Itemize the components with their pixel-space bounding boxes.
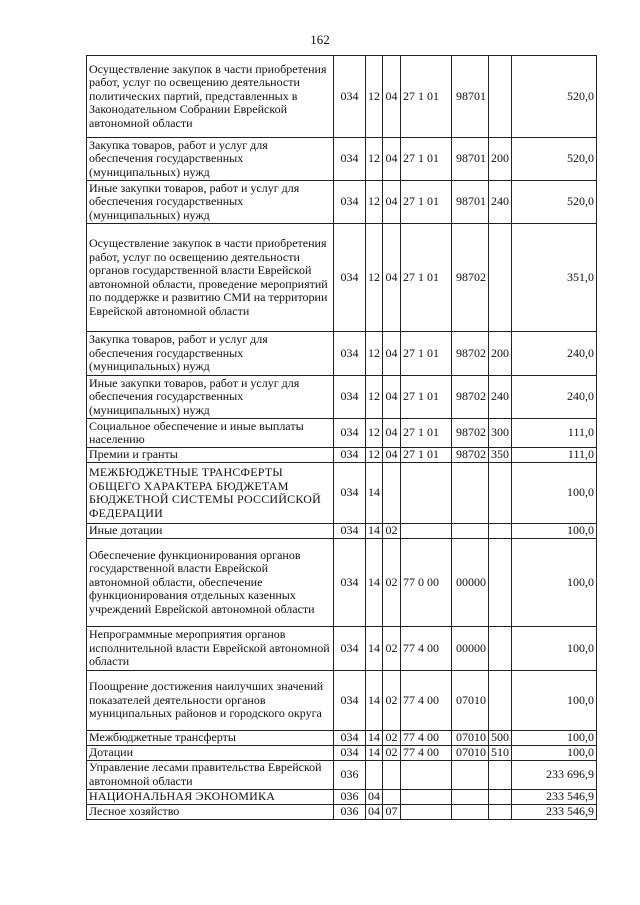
subsection-code: 04 [383,376,401,419]
admin-code: 034 [334,671,366,731]
section-code: 12 [366,419,383,448]
subsection-code: 04 [383,332,401,376]
admin-code: 034 [334,138,366,181]
subsection-code: 04 [383,224,401,332]
amount: 520,0 [512,138,597,181]
subsection-code: 04 [383,181,401,224]
program-code [401,804,452,819]
direction-code [452,760,489,789]
item-name: Непрограммные мероприятия органов исполнительной власти Еврейской автономной области [87,627,334,671]
section-code: 14 [366,463,383,524]
section-code: 14 [366,745,383,760]
expense-type-code [489,789,512,804]
expense-type-code: 510 [489,745,512,760]
direction-code: 98702 [452,419,489,448]
direction-code: 98702 [452,332,489,376]
amount: 233 546,9 [512,789,597,804]
item-name: Межбюджетные трансферты [87,731,334,746]
admin-code: 034 [334,731,366,746]
direction-code [452,524,489,539]
program-code [401,463,452,524]
admin-code: 034 [334,181,366,224]
item-name: Иные закупки товаров, работ и услуг для обеспечения государственных (муниципальных) нужд [87,181,334,224]
admin-code: 034 [334,332,366,376]
item-name: МЕЖБЮДЖЕТНЫЕ ТРАНСФЕРТЫ ОБЩЕГО ХАРАКТЕРА БЮДЖЕТАМ БЮДЖЕТНОЙ СИСТЕМЫ РОССИЙСКОЙ ФЕДЕРАЦИИ [87,463,334,524]
table-row [87,745,597,760]
direction-code: 98702 [452,224,489,332]
program-code: 27 1 01 [401,448,452,463]
expense-type-code [489,524,512,539]
table-row [87,56,597,138]
expense-type-code: 240 [489,181,512,224]
amount: 111,0 [512,448,597,463]
program-code: 27 1 01 [401,376,452,419]
item-name: Лесное хозяйство [87,804,334,819]
direction-code: 07010 [452,671,489,731]
item-name: Поощрение достижения наилучших значений показателей деятельности органов муниципальных районов и городского округа [87,671,334,731]
section-code: 14 [366,524,383,539]
direction-code: 98701 [452,138,489,181]
table-row [87,760,597,789]
expense-type-code [489,463,512,524]
admin-code: 034 [334,627,366,671]
table-row [87,731,597,746]
budget-table-body [87,56,597,820]
amount: 233 696,9 [512,760,597,789]
subsection-code: 02 [383,539,401,627]
direction-code: 98702 [452,448,489,463]
table-row [87,524,597,539]
subsection-code [383,463,401,524]
expense-type-code [489,627,512,671]
program-code: 27 1 01 [401,56,452,138]
admin-code: 034 [334,224,366,332]
subsection-code: 02 [383,731,401,746]
amount: 100,0 [512,524,597,539]
amount: 520,0 [512,181,597,224]
program-code: 27 1 01 [401,332,452,376]
budget-table [86,55,597,820]
direction-code [452,463,489,524]
program-code [401,524,452,539]
program-code: 27 1 01 [401,138,452,181]
section-code: 04 [366,804,383,819]
subsection-code [383,760,401,789]
section-code: 14 [366,539,383,627]
expense-type-code [489,56,512,138]
admin-code: 034 [334,376,366,419]
subsection-code: 02 [383,671,401,731]
admin-code: 034 [334,448,366,463]
amount: 100,0 [512,671,597,731]
amount: 351,0 [512,224,597,332]
expense-type-code: 500 [489,731,512,746]
admin-code: 036 [334,760,366,789]
section-code: 12 [366,224,383,332]
subsection-code: 07 [383,804,401,819]
section-code: 12 [366,332,383,376]
subsection-code [383,789,401,804]
amount: 520,0 [512,56,597,138]
section-code [366,760,383,789]
expense-type-code: 240 [489,376,512,419]
expense-type-code: 350 [489,448,512,463]
table-row [87,376,597,419]
item-name: Иные закупки товаров, работ и услуг для обеспечения государственных (муниципальных) нужд [87,376,334,419]
subsection-code: 02 [383,627,401,671]
admin-code: 036 [334,789,366,804]
admin-code: 034 [334,745,366,760]
amount: 111,0 [512,419,597,448]
amount: 233 546,9 [512,804,597,819]
expense-type-code [489,539,512,627]
program-code [401,789,452,804]
program-code: 27 1 01 [401,419,452,448]
program-code: 27 1 01 [401,181,452,224]
direction-code: 07010 [452,731,489,746]
section-code: 12 [366,376,383,419]
table-row [87,224,597,332]
section-code: 04 [366,789,383,804]
subsection-code: 04 [383,419,401,448]
section-code: 14 [366,731,383,746]
admin-code: 034 [334,463,366,524]
amount: 100,0 [512,539,597,627]
amount: 100,0 [512,731,597,746]
admin-code: 036 [334,804,366,819]
expense-type-code [489,804,512,819]
amount: 240,0 [512,332,597,376]
admin-code: 034 [334,539,366,627]
section-code: 14 [366,627,383,671]
expense-type-code: 200 [489,138,512,181]
direction-code: 98701 [452,181,489,224]
direction-code: 00000 [452,539,489,627]
table-row [87,332,597,376]
table-row [87,181,597,224]
item-name: Осуществление закупок в части приобретения работ, услуг по освещению деятельности органов государственной власти Еврейской автономной области, проведение мероприятий по поддержке и развитию СМИ на территории Еврейской автономной области [87,224,334,332]
section-code: 12 [366,56,383,138]
program-code: 27 1 01 [401,224,452,332]
section-code: 14 [366,671,383,731]
expense-type-code: 200 [489,332,512,376]
amount: 100,0 [512,627,597,671]
section-code: 12 [366,138,383,181]
table-row [87,448,597,463]
program-code [401,760,452,789]
item-name: Закупка товаров, работ и услуг для обеспечения государственных (муниципальных) нужд [87,332,334,376]
table-row [87,138,597,181]
table-row [87,804,597,819]
item-name: Социальное обеспечение и иные выплаты населению [87,419,334,448]
item-name: Премии и гранты [87,448,334,463]
direction-code: 98702 [452,376,489,419]
expense-type-code: 300 [489,419,512,448]
direction-code: 98701 [452,56,489,138]
expense-type-code [489,671,512,731]
program-code: 77 4 00 [401,671,452,731]
item-name: Обеспечение функционирования органов государственной власти Еврейской автономной области, обеспечение функционирования отдельных казенных учреждений Еврейской автономной области [87,539,334,627]
admin-code: 034 [334,524,366,539]
item-name: Иные дотации [87,524,334,539]
admin-code: 034 [334,419,366,448]
table-row [87,463,597,524]
table-row [87,539,597,627]
section-code: 12 [366,181,383,224]
admin-code: 034 [334,56,366,138]
program-code: 77 4 00 [401,731,452,746]
subsection-code: 02 [383,745,401,760]
item-name: Дотации [87,745,334,760]
direction-code: 00000 [452,627,489,671]
item-name: Осуществление закупок в части приобретения работ, услуг по освещению деятельности политических партий, представленных в Законодательном Собрании Еврейской автономной области [87,56,334,138]
program-code: 77 4 00 [401,745,452,760]
amount: 100,0 [512,745,597,760]
table-row [87,789,597,804]
direction-code [452,804,489,819]
expense-type-code [489,760,512,789]
subsection-code: 04 [383,138,401,181]
page-number: 162 [310,32,330,47]
subsection-code: 04 [383,56,401,138]
expense-type-code [489,224,512,332]
item-name: Закупка товаров, работ и услуг для обеспечения государственных (муниципальных) нужд [87,138,334,181]
item-name: НАЦИОНАЛЬНАЯ ЭКОНОМИКА [87,789,334,804]
program-code: 77 4 00 [401,627,452,671]
direction-code: 07010 [452,745,489,760]
amount: 100,0 [512,463,597,524]
program-code: 77 0 00 [401,539,452,627]
subsection-code: 02 [383,524,401,539]
section-code: 12 [366,448,383,463]
direction-code [452,789,489,804]
table-row [87,627,597,671]
subsection-code: 04 [383,448,401,463]
table-row [87,671,597,731]
item-name: Управление лесами правительства Еврейской автономной области [87,760,334,789]
table-row [87,419,597,448]
amount: 240,0 [512,376,597,419]
